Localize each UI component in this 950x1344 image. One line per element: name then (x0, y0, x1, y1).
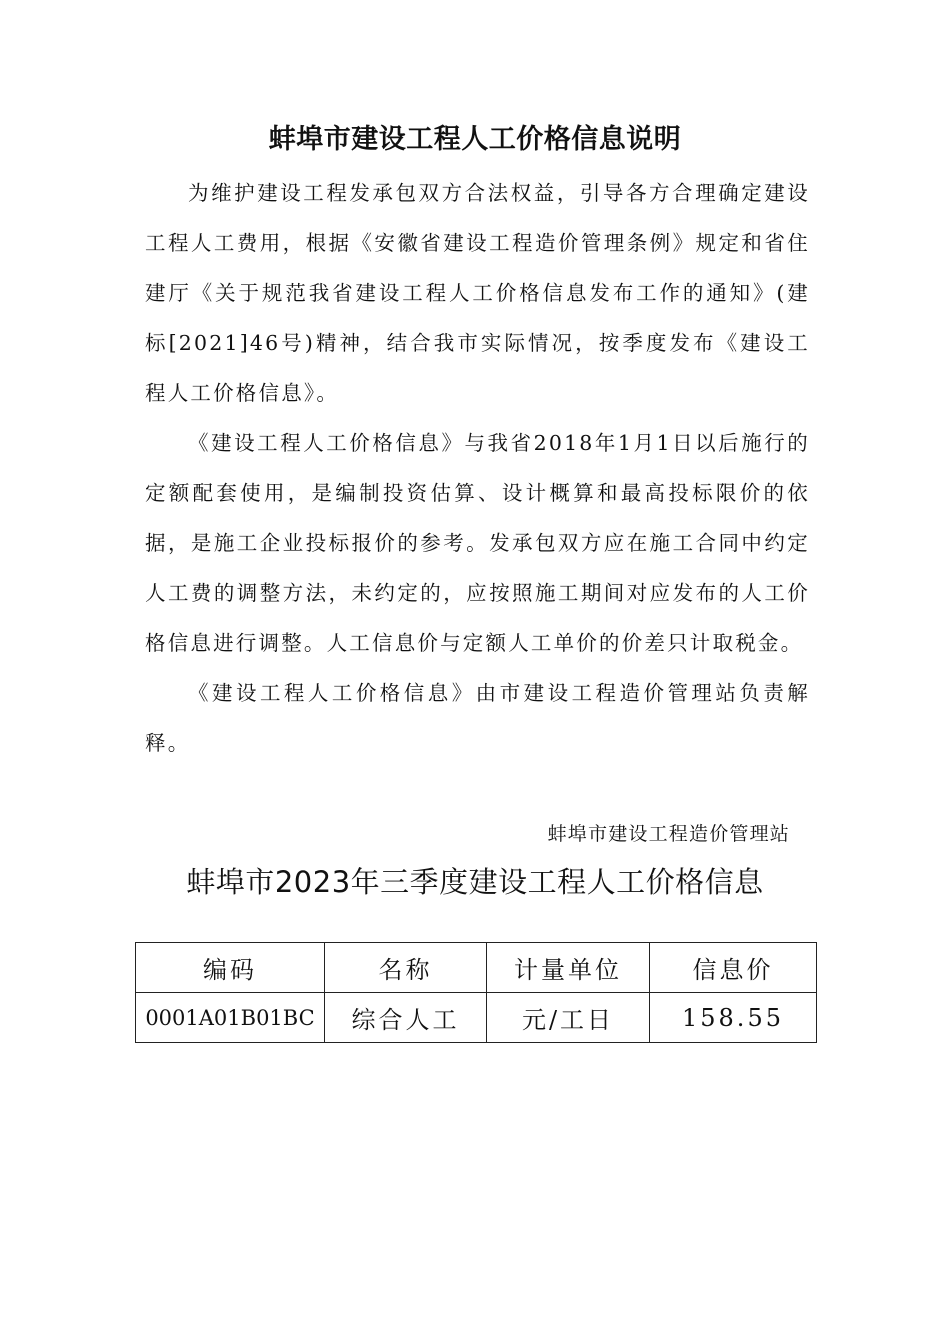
paragraph-3: 《建设工程人工价格信息》由市建设工程造价管理站负责解释。 (145, 681, 810, 755)
header-unit: 计量单位 (487, 943, 650, 993)
cell-unit: 元/工日 (487, 993, 650, 1043)
cell-name: 综合人工 (325, 993, 487, 1043)
labor-price-table (135, 942, 817, 1043)
table-row (136, 993, 817, 1043)
issuer-signature: 蚌埠市建设工程造价管理站 (547, 823, 790, 845)
cell-price: 158.55 (650, 993, 817, 1043)
explanation-body (145, 168, 810, 768)
paragraph-2: 《建设工程人工价格信息》与我省2018年1月1日以后施行的定额配套使用，是编制投资估算、设计概算和最高投标限价的依据，是施工企业投标报价的参考。发承包双方应在施工合同中约定人工费的调整方法，未约定的，应按照施工期间对应发布的人工价格信息进行调整。人工信息价与定额人工单价的价差只计取税金。 (145, 431, 810, 655)
table-header-row (136, 943, 817, 993)
document-title: 蚌埠市建设工程人工价格信息说明 (268, 124, 682, 155)
header-price: 信息价 (650, 943, 817, 993)
header-code: 编码 (136, 943, 325, 993)
header-name: 名称 (325, 943, 487, 993)
cell-code: 0001A01B01BC (136, 993, 325, 1043)
paragraph-1: 为维护建设工程发承包双方合法权益，引导各方合理确定建设工程人工费用，根据《安徽省建设工程造价管理条例》规定和省住建厅《关于规范我省建设工程人工价格信息发布工作的通知》(建标[2021]46号)精神，结合我市实际情况，按季度发布《建设工程人工价格信息》。 (145, 181, 810, 405)
table-title: 蚌埠市2023年三季度建设工程人工价格信息 (186, 865, 764, 899)
